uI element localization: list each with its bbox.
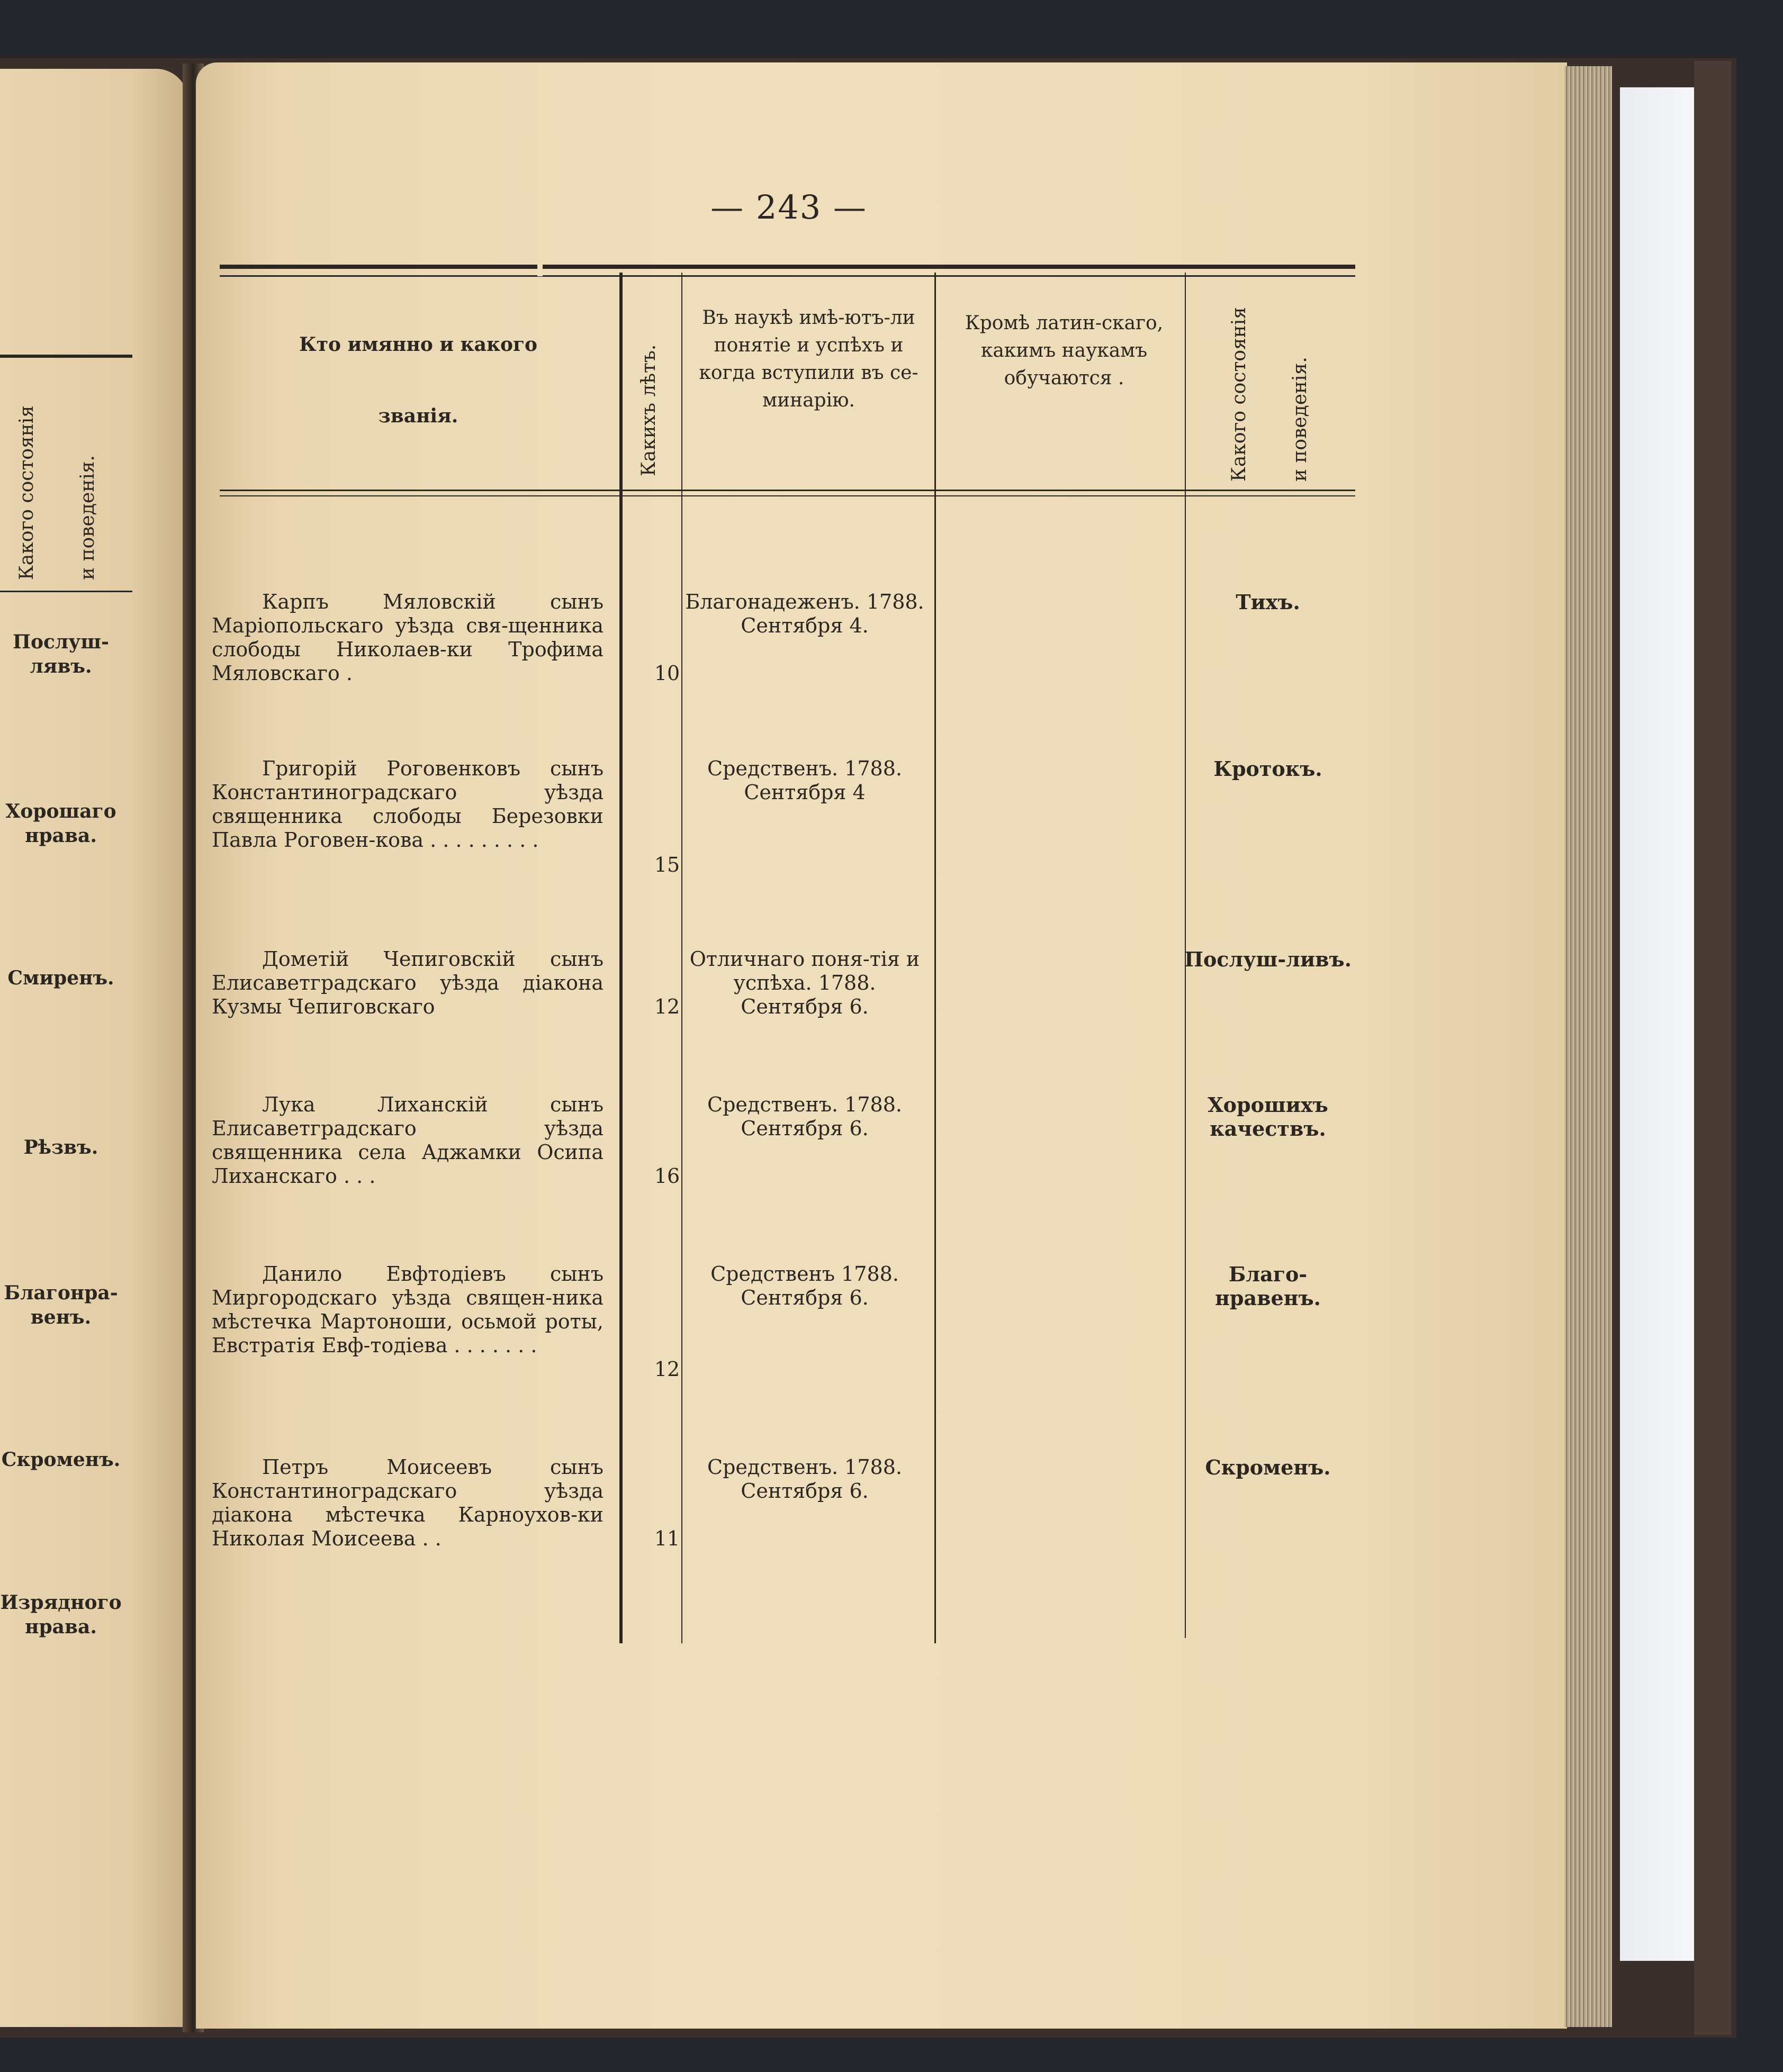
column-divider: [681, 273, 682, 1643]
student-conduct: Благо-нравенъ.: [1215, 1262, 1321, 1310]
student-science: Средственъ. 1788. Сентября 6.: [707, 1455, 902, 1503]
header-name: Кто имянно и какого: [299, 333, 538, 356]
page-edges: [1564, 66, 1612, 2027]
header-conduct-2: и поведенія.: [1289, 357, 1311, 482]
header-science: Въ наукѣ имѣ-ютъ-ли понятіе и успѣхъ и когда вступили въ се-минарію.: [699, 307, 918, 411]
student-conduct: Кротокъ.: [1213, 757, 1322, 781]
student-age: 15: [654, 853, 680, 876]
left-entry: Послуш-лявъ.: [13, 631, 109, 677]
page-number: — 243 —: [710, 188, 867, 227]
header-conduct: Какого состоянія: [1228, 307, 1250, 482]
left-entry: Смиренъ.: [7, 967, 114, 989]
student-conduct: Скроменъ.: [1205, 1455, 1331, 1479]
student-science: Средственъ 1788. Сентября 6.: [710, 1262, 899, 1309]
left-entry: Изрядного нрава.: [0, 1591, 122, 1638]
student-age: 12: [654, 995, 680, 1018]
left-entry: Благонра-венъ.: [4, 1282, 118, 1328]
left-entry: Хорошаго нрава.: [5, 800, 116, 847]
student-conduct: Хорошихъ качествъ.: [1208, 1093, 1328, 1141]
student-age: 10: [654, 662, 680, 685]
header-age: Какихъ лѣтъ.: [638, 344, 660, 476]
flyleaf: [1620, 87, 1694, 1961]
student-conduct: Послуш-ливъ.: [1184, 947, 1352, 971]
student-age: 16: [654, 1164, 680, 1188]
student-name: Петръ Моисеевъ сынъ Константиноградскаго уѣзда діакона мѣстечка Карноухов-ки Николая Моисеева . .: [212, 1455, 604, 1550]
student-science: Средственъ. 1788. Сентября 4: [707, 757, 902, 804]
left-page: [0, 69, 188, 2027]
column-divider: [619, 273, 623, 1643]
student-age: 11: [654, 1527, 680, 1550]
student-name: Лука Лиханскій сынъ Елисаветградскаго уѣзда священника села Аджамки Осипа Лиханскаго . . .: [212, 1093, 604, 1188]
student-science: Средственъ. 1788. Сентября 6.: [707, 1093, 902, 1140]
student-name: Григорій Роговенковъ сынъ Константиноградскаго уѣзда священника слободы Березовки Павла Роговен-кова . . . . . . . . .: [212, 757, 604, 852]
back-cover-edge: [1694, 61, 1731, 2035]
header-name-rank: званія.: [378, 405, 458, 427]
student-name: Дометій Чепиговскій сынъ Елисаветградскаго уѣзда діакона Кузмы Чепиговскаго: [212, 947, 604, 1018]
header-subjects: Кромѣ латин-скаго, какимъ наукамъ обучаются .: [965, 312, 1164, 389]
column-divider: [934, 273, 936, 1643]
left-header-condition: Какого состоянія: [16, 405, 38, 580]
left-page-header: [0, 355, 132, 592]
left-entry: Рѣзвъ.: [23, 1136, 98, 1159]
student-age: 12: [654, 1358, 680, 1381]
student-science: Отличнаго поня-тія и успѣха. 1788. Сентября 6.: [689, 947, 920, 1018]
left-header-behavior: и поведенія.: [77, 455, 98, 580]
student-science: Благонадеженъ. 1788. Сентября 4.: [685, 590, 924, 637]
left-entry: Скроменъ.: [1, 1449, 121, 1471]
student-conduct: Тихъ.: [1236, 590, 1300, 614]
student-name: Данило Евфтодіевъ сынъ Миргородскаго уѣзда священ-ника мѣстечка Мартоноши, осьмой роты, Евстратія Евф-тодіева . . . . . . .: [212, 1262, 604, 1357]
student-name: Карпъ Мяловскій сынъ Маріопольскаго уѣзда свя-щенника слободы Николаев-ки Трофима Мяловскаго .: [212, 590, 604, 685]
